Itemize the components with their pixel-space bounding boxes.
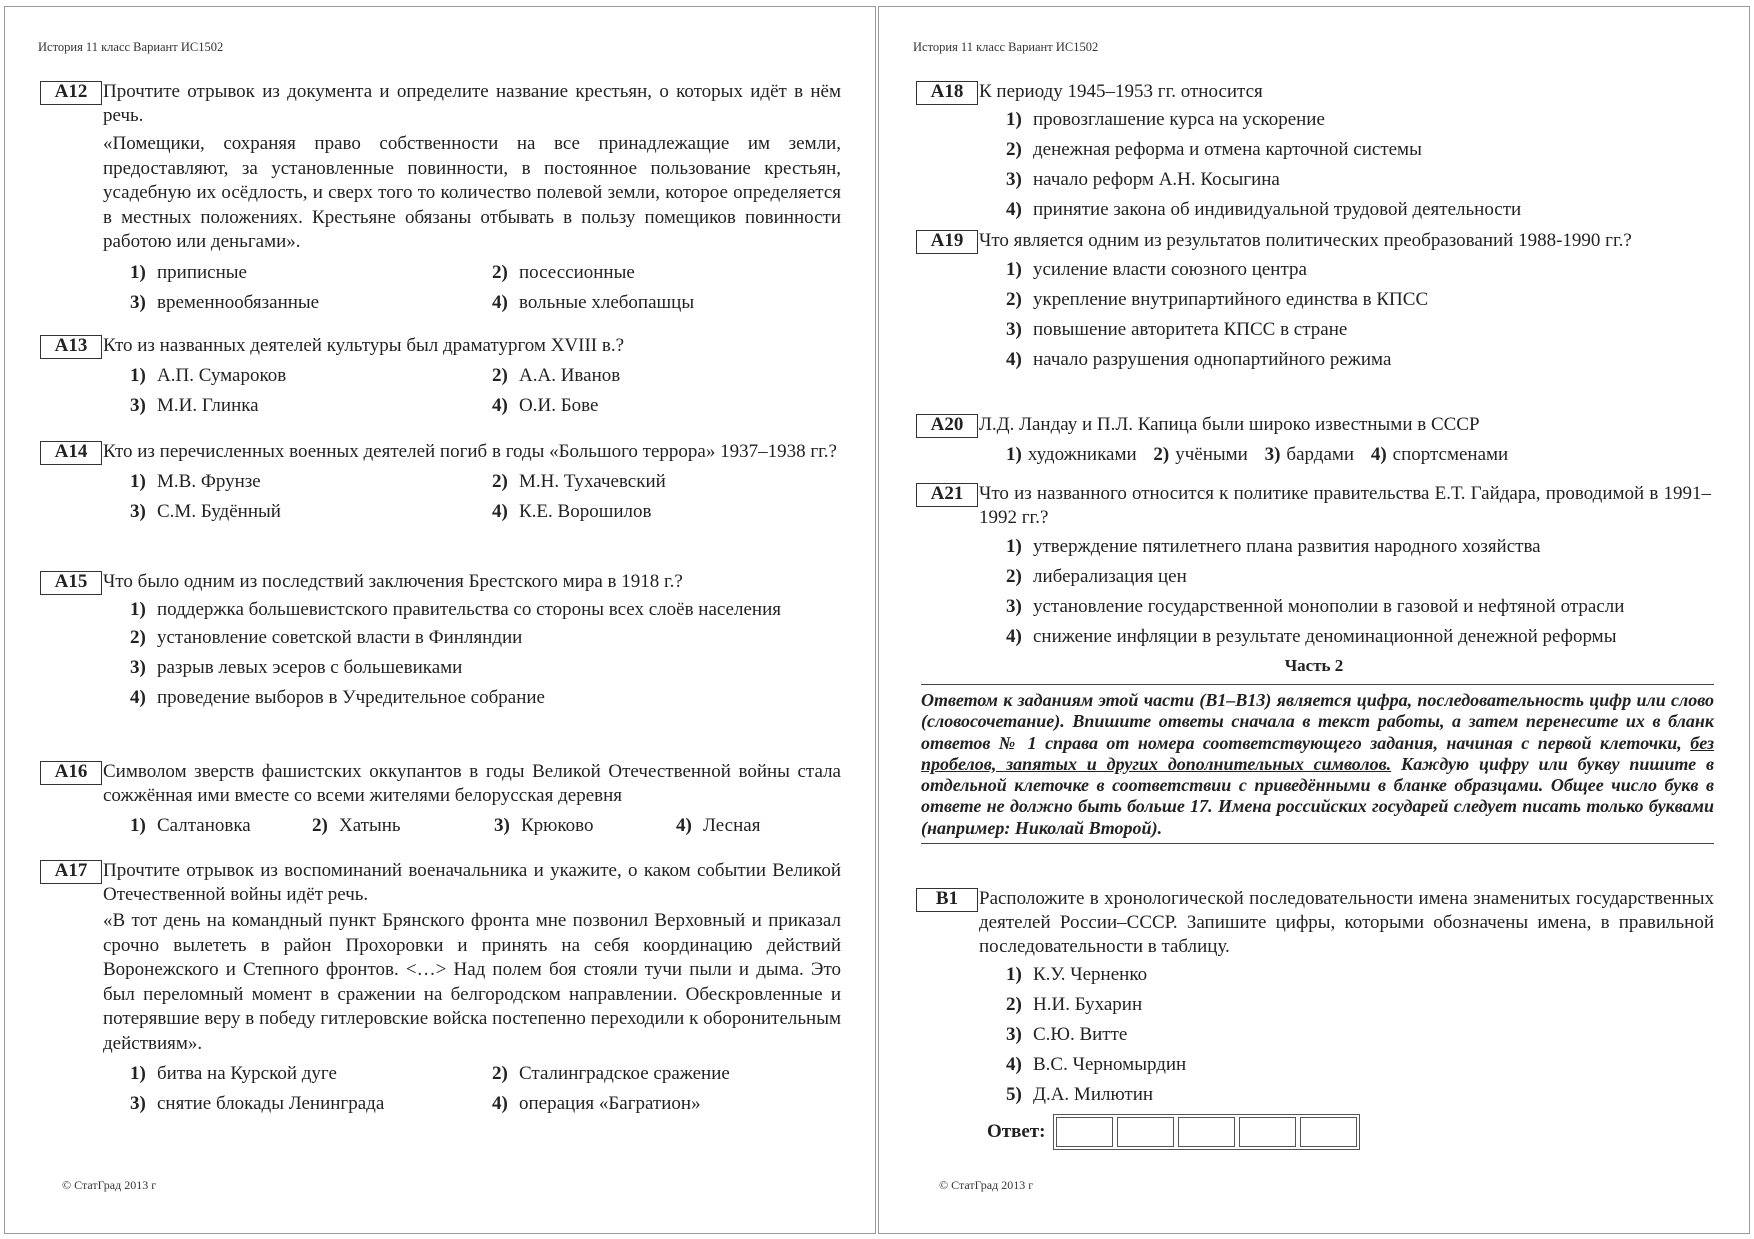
options [916, 258, 1711, 372]
task-number: A20 [916, 414, 978, 438]
option-4[interactable]: 4) снижение инфляции в результате деноминационной денежной реформы [1006, 626, 1617, 647]
task-question: A21 Что из названного относится к политике правительства Е.Т. Гайдара, проводимой в 1991–1992 гг.? [916, 482, 1711, 530]
task-a15 [40, 570, 841, 716]
answer-cell-1[interactable] [1056, 1117, 1113, 1147]
task-question: A18 К периоду 1945–1953 гг. относится [916, 80, 1711, 104]
option-4[interactable]: 4) О.И. Бове [492, 395, 599, 416]
option-2: 2) Н.И. Бухарин [1006, 994, 1143, 1015]
option-2[interactable]: 2) Сталинградское сражение [492, 1063, 730, 1084]
task-a17 [40, 859, 841, 1116]
task-number: A19 [916, 230, 978, 254]
option-4[interactable]: 4) операция «Багратион» [492, 1093, 701, 1114]
answer-cell-2[interactable] [1117, 1117, 1174, 1147]
options [40, 1062, 841, 1116]
task-question: A12 Прочтите отрывок из документа и определите название крестьян, о которых идёт в нём речь. [40, 80, 841, 128]
page-left [4, 6, 876, 1234]
option-3: 3) С.Ю. Витте [1006, 1024, 1128, 1045]
answer-label: Ответ: [987, 1121, 1046, 1142]
option-1[interactable]: 1) художниками [1006, 444, 1137, 465]
task-question: A14 Кто из перечисленных военных деятелей погиб в годы «Большого террора» 1937–1938 гг.? [40, 440, 841, 464]
options [40, 599, 841, 710]
task-question: A19 Что является одним из результатов политических преобразований 1988‑1990 гг.? [916, 229, 1711, 253]
option-2[interactable]: 2) Хатынь [312, 815, 401, 836]
answer-cell-3[interactable] [1178, 1117, 1235, 1147]
option-3[interactable]: 3) бардами [1264, 444, 1355, 465]
option-1[interactable]: 1) усиление власти союзного центра [1006, 259, 1307, 280]
option-1[interactable]: 1) провозглашение курса на ускорение [1006, 109, 1325, 130]
options [40, 814, 841, 838]
option-1[interactable]: 1) поддержка большевистского правительства со стороны всех слоёв населения [130, 599, 781, 620]
option-3[interactable]: 3) Крюково [494, 815, 594, 836]
option-1[interactable]: 1) утверждение пятилетнего плана развития народного хозяйства [1006, 536, 1541, 557]
option-1[interactable]: 1) битва на Курской дуге [130, 1063, 337, 1084]
option-1[interactable]: 1) приписные [130, 261, 247, 283]
option-2[interactable]: 2) укрепление внутрипартийного единства в КПСС [1006, 289, 1429, 310]
option-3[interactable]: 3) М.И. Глинка [130, 395, 259, 416]
options [40, 261, 841, 315]
task-number: A16 [40, 761, 102, 785]
task-a14 [40, 440, 841, 524]
option-2[interactable]: 2) либерализация цен [1006, 566, 1187, 587]
option-1: 1) К.У. Черненко [1006, 964, 1148, 985]
part2-instruction: Ответом к заданиям этой части (В1–В13) является цифра, последовательность цифр или слово (словосочетание). Впишите ответы сначала в текст работы, а затем перенесите их в бланк ответов № 1 справа от номера соответствующего задания, начиная с первой клеточки, без пробелов, запятых и других дополнительных символов. Каждую цифру или букву пишите в отдельной клеточке в соответствии с приведёнными в бланке образцами. Общее число букв в ответе не должно быть больше 17. Имена российских государей следует писать только буквами (например: Николай Второй). [921, 684, 1714, 844]
option-4[interactable]: 4) вольные хлебопашцы [492, 291, 695, 313]
option-3[interactable]: 3) установление государственной монополии в газовой и нефтяной отрасли [1006, 596, 1625, 617]
option-2[interactable]: 2) А.А. Иванов [492, 365, 621, 386]
page-header: История 11 класс Вариант ИС1502 [913, 40, 1099, 54]
task-number: A15 [40, 571, 102, 595]
task-a20 [916, 413, 1711, 467]
task-question: A15 Что было одним из последствий заключения Брестского мира в 1918 г.? [40, 570, 841, 594]
task-question: A17 Прочтите отрывок из воспоминаний военачальника и укажите, о каком событии Великой Отечественной войны идёт речь. [40, 859, 841, 907]
task-a13 [40, 334, 841, 418]
task-a16 [40, 760, 841, 838]
task-b1 [916, 887, 1714, 1113]
task-number: A14 [40, 441, 102, 465]
options [40, 364, 841, 418]
page-right [878, 6, 1750, 1234]
task-number: A13 [40, 335, 102, 359]
option-4[interactable]: 4) начало разрушения однопартийного режима [1006, 349, 1392, 370]
page-footer: © СтатГрад 2013 г [939, 1178, 1034, 1192]
option-4[interactable]: 4) спортсменами [1370, 444, 1509, 465]
option-4[interactable]: 4) проведение выборов в Учредительное собрание [130, 687, 545, 708]
option-4[interactable]: 4) принятие закона об индивидуальной трудовой деятельности [1006, 199, 1522, 220]
part2-title: Часть 2 [1284, 656, 1344, 675]
option-3[interactable]: 3) С.М. Будённый [130, 501, 281, 522]
task-question: A16 Символом зверств фашистских оккупантов в годы Великой Отечественной войны стала сожжённая ими вместе со всеми жителями белорусская деревня [40, 760, 841, 808]
task-number: В1 [916, 888, 978, 912]
task-number: A17 [40, 860, 102, 884]
option-3[interactable]: 3) снятие блокады Ленинграда [130, 1093, 385, 1114]
options [916, 535, 1711, 649]
answer-grid [1053, 1114, 1360, 1150]
option-3[interactable]: 3) разрыв левых эсеров с большевиками [130, 657, 463, 678]
task-number: A21 [916, 483, 978, 507]
option-2[interactable]: 2) учёными [1153, 444, 1248, 465]
answer-row [987, 1114, 1360, 1150]
task-a21 [916, 482, 1711, 655]
task-question: A13 Кто из названных деятелей культуры был драматургом XVIII в.? [40, 334, 841, 358]
task-number: A18 [916, 81, 978, 105]
option-4[interactable]: 4) К.Е. Ворошилов [492, 501, 652, 522]
options [916, 963, 1714, 1107]
option-2[interactable]: 2) денежная реформа и отмена карточной системы [1006, 139, 1422, 160]
option-4: 4) В.С. Черномырдин [1006, 1054, 1187, 1075]
option-4[interactable]: 4) Лесная [676, 815, 761, 836]
task-question: A20 Л.Д. Ландау и П.Л. Капица были широко известными в СССР [916, 413, 1711, 437]
answer-cell-4[interactable] [1239, 1117, 1296, 1147]
task-number: A12 [40, 81, 102, 105]
options [916, 443, 1711, 467]
task-a12 [40, 80, 841, 315]
task-a18 [916, 80, 1711, 228]
answer-cell-5[interactable] [1300, 1117, 1357, 1147]
page-header: История 11 класс Вариант ИС1502 [38, 40, 224, 54]
options [916, 108, 1711, 222]
task-a19 [916, 229, 1711, 378]
option-2[interactable]: 2) посессионные [492, 261, 635, 283]
option-1[interactable]: 1) А.П. Сумароков [130, 365, 287, 386]
option-3[interactable]: 3) начало реформ А.Н. Косыгина [1006, 169, 1280, 190]
page-footer: © СтатГрад 2013 г [62, 1178, 157, 1192]
option-2[interactable]: 2) М.Н. Тухачевский [492, 471, 666, 492]
option-3[interactable]: 3) повышение авторитета КПСС в стране [1006, 319, 1348, 340]
options [40, 470, 841, 524]
task-question: В1 Расположите в хронологической последовательности имена знаменитых государственных деятелей России–СССР. Запишите цифры, которыми обозначены имена, в правильной последовательности в таблицу. [916, 887, 1714, 959]
option-5: 5) Д.А. Милютин [1006, 1084, 1154, 1105]
option-1[interactable]: 1) М.В. Фрунзе [130, 471, 261, 492]
task-quote: «В тот день на командный пункт Брянского фронта мне позвонил Верховный и приказал срочно вылететь в район Прохоровки и принять на себя координацию действий Воронежского и Степного фронтов. <…> Над полем боя стояли тучи пыли и дыма. Это был переломный момент в сражении на белгородском направлении. Обескровленные и потерявшие веру в победу гитлеровские войска постепенно переходили к оборонительным действиям». [103, 910, 841, 1054]
option-2[interactable]: 2) установление советской власти в Финляндии [130, 627, 523, 648]
option-3[interactable]: 3) временнообязанные [130, 291, 320, 313]
option-1[interactable]: 1) Салтановка [130, 815, 251, 836]
task-quote: «Помещики, сохраняя право собственности на все принадлежащие им земли, предоставляют, за установленные повинности, в постоянное пользование крестьян, усадебную их осёдлость, и сверх того то количество полевой земли, которое определяется в местных положениях. Крестьяне обязаны отбывать в пользу помещиков повинности работою или деньгами». [103, 133, 841, 252]
